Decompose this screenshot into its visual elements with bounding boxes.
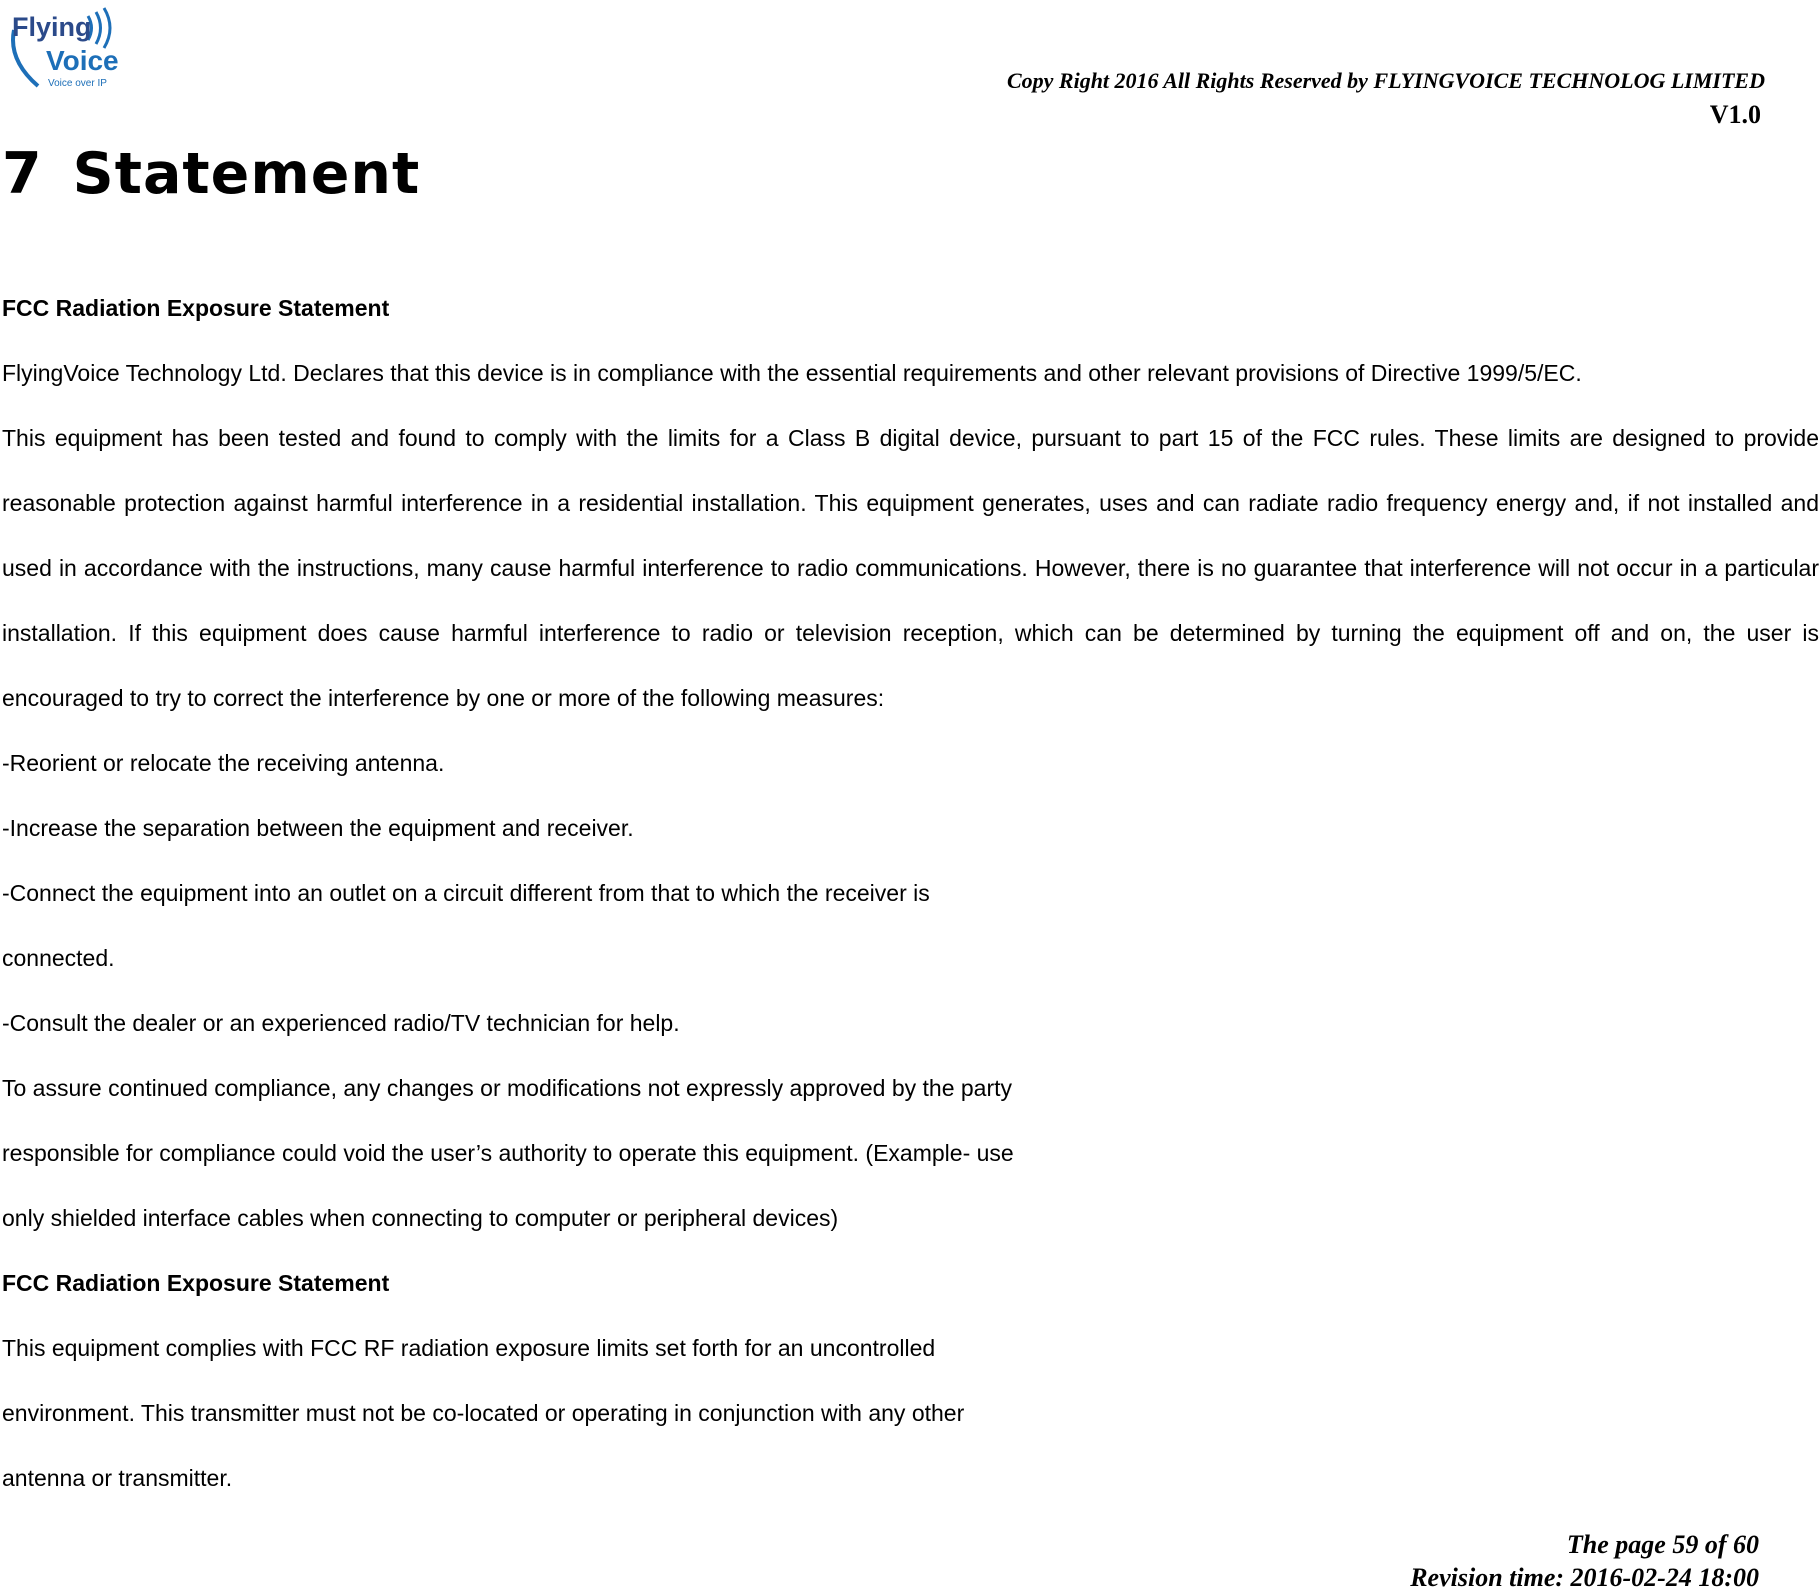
paragraph: connected. bbox=[2, 945, 115, 971]
section-heading: FCC Radiation Exposure Statement bbox=[2, 295, 390, 321]
paragraph: -Connect the equipment into an outlet on a circuit different from that to which the receiver is bbox=[2, 880, 930, 906]
paragraph: This equipment complies with FCC RF radiation exposure limits set forth for an uncontrolled bbox=[2, 1335, 936, 1361]
section-title-text: Statement bbox=[72, 141, 421, 207]
paragraph: environment. This transmitter must not be co-located or operating in conjunction with any other bbox=[2, 1400, 965, 1426]
header-copyright: Copy Right 2016 All Rights Reserved by FLYINGVOICE TECHNOLOG LIMITED bbox=[1006, 68, 1765, 93]
paragraph: This equipment has been tested and found to comply with the limits for a Class B digital device, pursuant to part 15 of the FCC rules. These limits are designed to provide reasonable protection against harmful interference in a residential installation. This equipment generates, uses and can radiate radio frequency energy and, if not installed and used in accordance with the instructions, many cause harmful interference to radio communications. However, there is no guarantee that interference will not occur in a particular installation. If this equipment does cause harmful interference to radio or television reception, which can be determined by turning the equipment off and on, the user is encouraged to try to correct the interference by one or more of the following measures: bbox=[2, 425, 1819, 711]
footer-page-number: The page 59 of 60 bbox=[1566, 1530, 1759, 1559]
logo-wave-icon bbox=[96, 12, 101, 44]
paragraph: FlyingVoice Technology Ltd. Declares that this device is in compliance with the essential requirements and other relevant provisions of Directive 1999/5/EC. bbox=[2, 360, 1582, 386]
logo-text-voice: Voice bbox=[46, 45, 118, 76]
logo-tagline: Voice over IP bbox=[48, 78, 107, 89]
flyingvoice-logo bbox=[8, 0, 118, 94]
section-heading: FCC Radiation Exposure Statement bbox=[2, 1270, 390, 1296]
paragraph: antenna or transmitter. bbox=[2, 1465, 233, 1491]
logo-text-flying: Flying bbox=[12, 12, 92, 42]
footer-revision-time: Revision time: 2016-02-24 18:00 bbox=[1410, 1563, 1759, 1592]
document-body bbox=[2, 276, 1819, 1511]
paragraph: responsible for compliance could void the user’s authority to operate this equipment. (Example- use bbox=[2, 1140, 1014, 1166]
logo-wave-icon bbox=[104, 8, 110, 48]
paragraph: only shielded interface cables when connecting to computer or peripheral devices) bbox=[2, 1205, 839, 1231]
logo-graphic bbox=[8, 0, 118, 94]
section-title bbox=[2, 141, 421, 207]
paragraph: To assure continued compliance, any changes or modifications not expressly approved by the party bbox=[2, 1075, 1013, 1101]
paragraph: -Consult the dealer or an experienced radio/TV technician for help. bbox=[2, 1010, 680, 1036]
paragraph: -Increase the separation between the equipment and receiver. bbox=[2, 815, 634, 841]
paragraph: -Reorient or relocate the receiving antenna. bbox=[2, 750, 445, 776]
header-version: V1.0 bbox=[1709, 100, 1761, 129]
section-number: 7 bbox=[2, 141, 43, 207]
